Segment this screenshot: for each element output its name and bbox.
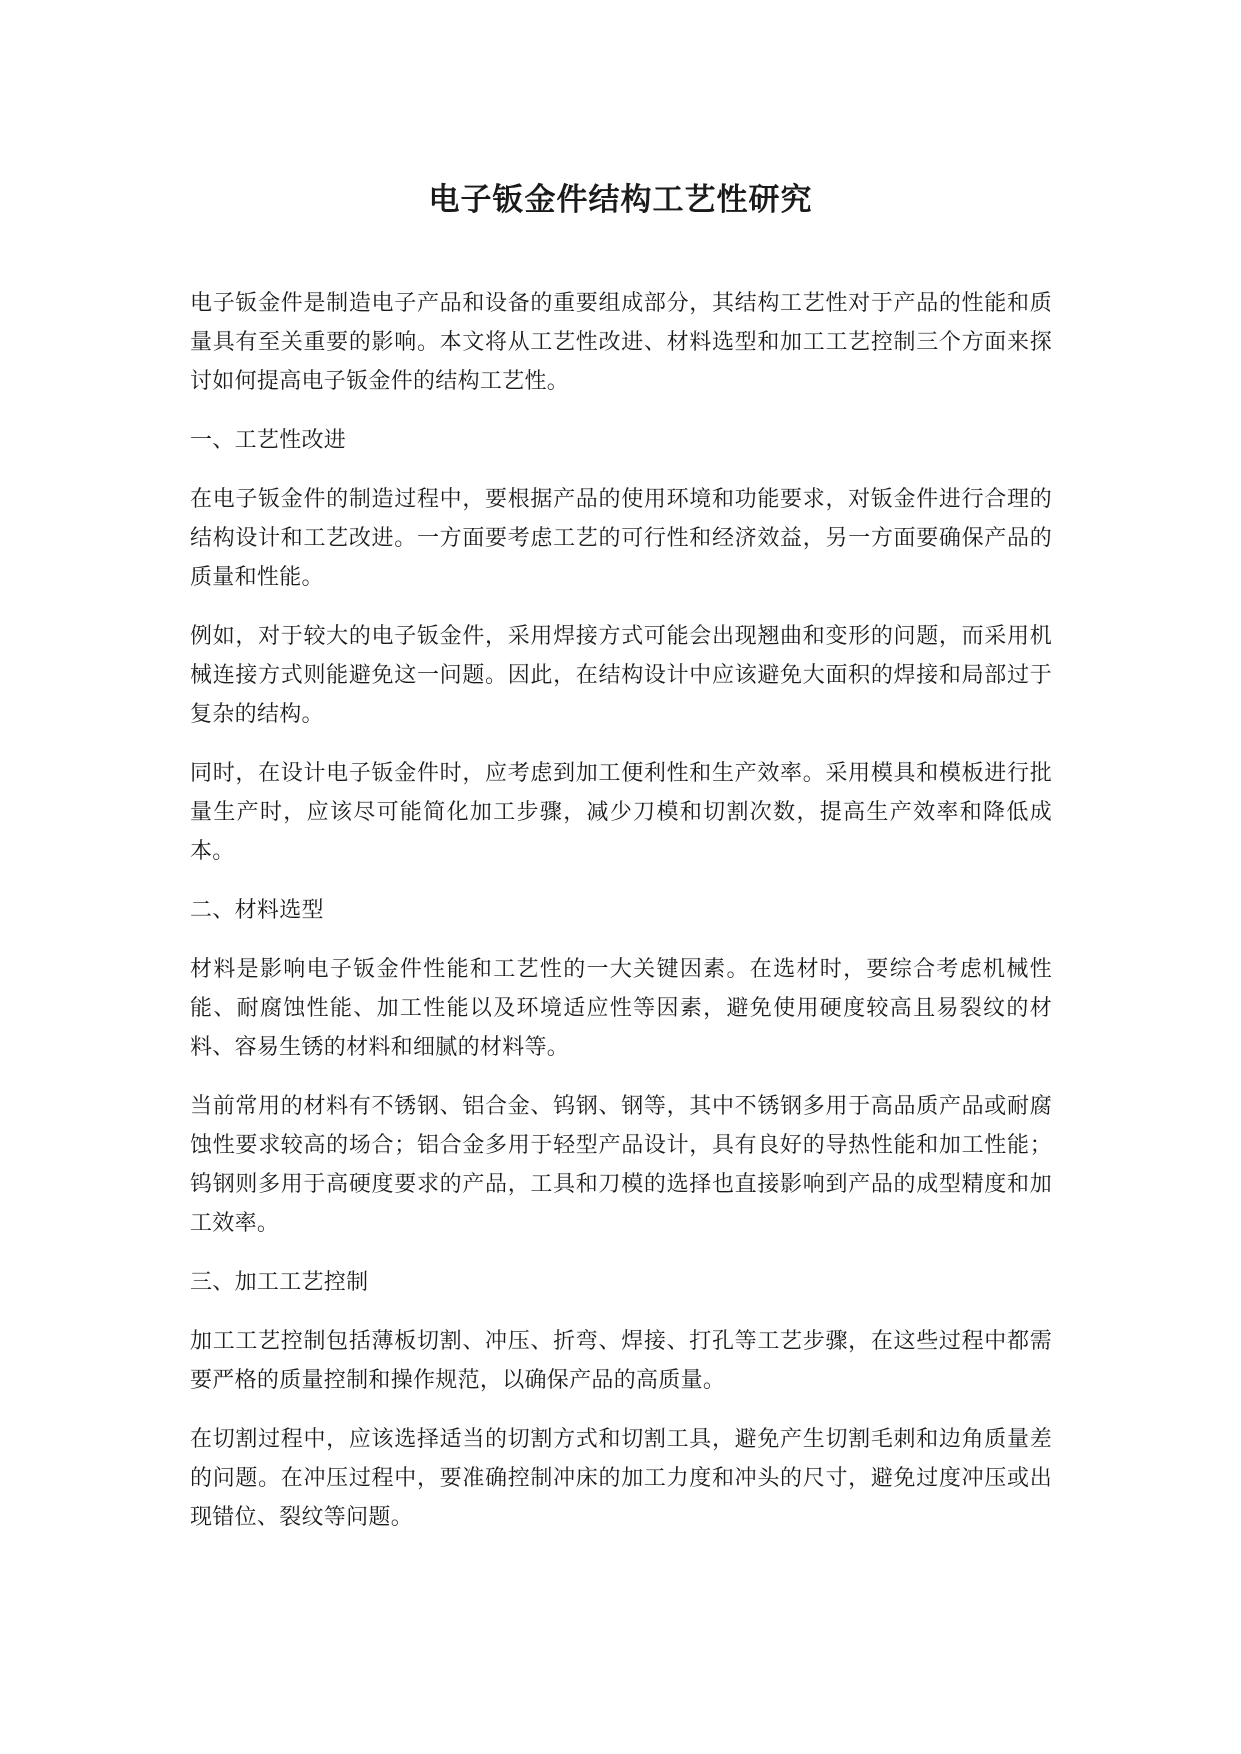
- section-heading-process-improvement: 一、工艺性改进: [190, 428, 347, 453]
- paragraph: 同时，在设计电子钣金件时，应考虑到加工便利性和生产效率。采用模具和模板进行批量生产时，应该尽可能简化加工步骤，减少刀模和切割次数，提高生产效率和降低成本。: [190, 761, 1052, 864]
- document-title: 电子钣金件结构工艺性研究: [428, 182, 813, 218]
- section-heading-material-selection: 二、材料选型: [190, 898, 324, 923]
- paragraph-intro: 电子钣金件是制造电子产品和设备的重要组成部分，其结构工艺性对于产品的性能和质量具有至关重要的影响。本文将从工艺性改进、材料选型和加工工艺控制三个方面来探讨如何提高电子钣金件的结构工艺性。: [190, 291, 1052, 394]
- paragraph: 例如，对于较大的电子钣金件，采用焊接方式可能会出现翘曲和变形的问题，而采用机械连接方式则能避免这一问题。因此，在结构设计中应该避免大面积的焊接和局部过于复杂的结构。: [190, 624, 1052, 727]
- document-body: [190, 284, 1052, 1557]
- paragraph: 在切割过程中，应该选择适当的切割方式和切割工具，避免产生切割毛刺和边角质量差的问题。在冲压过程中，要准确控制冲床的加工力度和冲头的尺寸，避免过度冲压或出现错位、裂纹等问题。: [190, 1427, 1052, 1530]
- paragraph: 材料是影响电子钣金件性能和工艺性的一大关键因素。在选材时，要综合考虑机械性能、耐腐蚀性能、加工性能以及环境适应性等因素，避免使用硬度较高且易裂纹的材料、容易生锈的材料和细腻的材料等。: [190, 957, 1052, 1060]
- paragraph: 在电子钣金件的制造过程中，要根据产品的使用环境和功能要求，对钣金件进行合理的结构设计和工艺改进。一方面要考虑工艺的可行性和经济效益，另一方面要确保产品的质量和性能。: [190, 487, 1052, 590]
- paragraph: 加工工艺控制包括薄板切割、冲压、折弯、焊接、打孔等工艺步骤，在这些过程中都需要严格的质量控制和操作规范，以确保产品的高质量。: [190, 1329, 1052, 1393]
- section-heading-process-control: 三、加工工艺控制: [190, 1270, 369, 1295]
- paragraph: 当前常用的材料有不锈钢、铝合金、钨钢、钢等，其中不锈钢多用于高品质产品或耐腐蚀性要求较高的场合；铝合金多用于轻型产品设计，具有良好的导热性能和加工性能；钨钢则多用于高硬度要求的产品，工具和刀模的选择也直接影响到产品的成型精度和加工效率。: [190, 1094, 1052, 1236]
